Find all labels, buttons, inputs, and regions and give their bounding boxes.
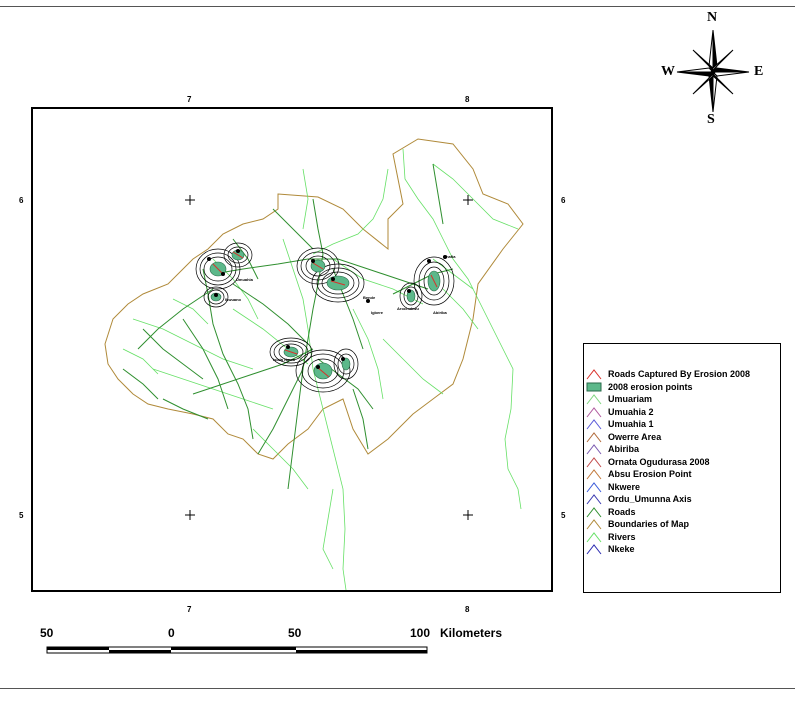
compass-rose [660,8,770,128]
grid-label-bottom-right: 8 [465,605,470,614]
grid-label-left-bottom: 5 [19,511,24,520]
scale-label-0: 0 [168,626,175,640]
roads [123,164,453,489]
place-label-bende: Bende [363,295,376,300]
legend-line-icon [586,543,602,555]
compass-s-label: S [707,112,715,127]
legend-line-icon [586,493,602,505]
legend-label: Ornata Ogudurasa 2008 [608,456,710,467]
place-label-isiala-ngwa: Isiala Ngwa [273,357,295,362]
compass-w-label: W [661,64,675,79]
scale-bar-graphic [46,644,436,658]
compass-star-icon [660,8,770,128]
top-rule [0,6,795,7]
legend-item [584,368,780,380]
place-label-abiriba: Abiriba [433,310,447,315]
legend-line-icon [586,468,602,480]
legend-label: 2008 erosion points [608,381,693,392]
legend-item [584,456,780,468]
place-label-ohafia: Ohafia [443,254,456,259]
scale-label-50: 50 [288,626,302,640]
legend-item [584,543,780,555]
legend-item [584,493,780,505]
legend-item [584,381,780,393]
legend-line-icon [586,481,602,493]
legend-label: Umuariam [608,394,653,404]
legend-line-icon [586,393,602,405]
legend-item [584,418,780,430]
legend-label: Nkeke [608,544,635,554]
grid-label-top-right: 8 [465,95,470,104]
legend-label: Roads [608,506,636,517]
grid-label-right-top: 6 [561,196,566,205]
roads-captured-by-erosion [213,252,437,377]
legend-line-icon [586,418,602,430]
scale-bar [40,626,530,660]
grid-label-top-left: 7 [187,95,192,104]
legend-label: Boundaries of Map [608,519,690,529]
scale-label-100: 100 [410,626,431,640]
legend-label: Nkwere [608,481,641,492]
legend-item [584,443,780,455]
legend-label: Owerre Area [608,431,662,442]
legend-item [584,518,780,530]
place-label-ikwuano: Ikwuano [225,297,242,302]
map-frame [31,107,553,592]
legend-item [584,468,780,480]
legend-line-icon [586,531,602,543]
legend-item [584,393,780,405]
legend-item [584,431,780,443]
bottom-rule [0,688,795,689]
scale-label-50-left: 50 [40,626,54,640]
legend-label: Rivers [608,531,636,542]
legend-label: Ordu_Umunna Axis [608,494,692,504]
legend-fill-icon [586,381,602,393]
map-boundary [105,139,523,459]
legend-item [584,506,780,518]
grid-label-right-bottom: 5 [561,511,566,520]
compass-e-label: E [754,64,764,79]
legend-item [584,531,780,543]
legend-line-icon [586,456,602,468]
legend-label: Absu Erosion Point [608,469,692,479]
map-canvas [33,109,551,590]
legend-item [584,406,780,418]
legend-label: Roads Captured By Erosion 2008 [608,369,751,379]
legend-item [584,481,780,493]
map-legend [583,343,781,593]
scale-unit-label: Kilometers [440,626,503,640]
legend-line-icon [586,506,602,518]
compass-n-label: N [707,10,718,25]
grid-label-bottom-left: 7 [187,605,192,614]
legend-line-icon [586,368,602,380]
place-label-arochukwu: Arochukwu [397,306,419,311]
grid-label-left-top: 6 [19,196,24,205]
place-label-umuahia: Umuahia [236,277,253,282]
legend-label: Umuahia 1 [608,419,654,429]
legend-label: Umuahia 2 [608,406,654,417]
grid-crosses [185,195,473,520]
place-label-igbere: Igbere [371,310,384,315]
legend-label: Abiriba [608,444,640,454]
legend-line-icon [586,431,602,443]
erosion-fills [210,250,440,379]
legend-line-icon [586,406,602,418]
legend-line-icon [586,443,602,455]
legend-line-icon [586,518,602,530]
